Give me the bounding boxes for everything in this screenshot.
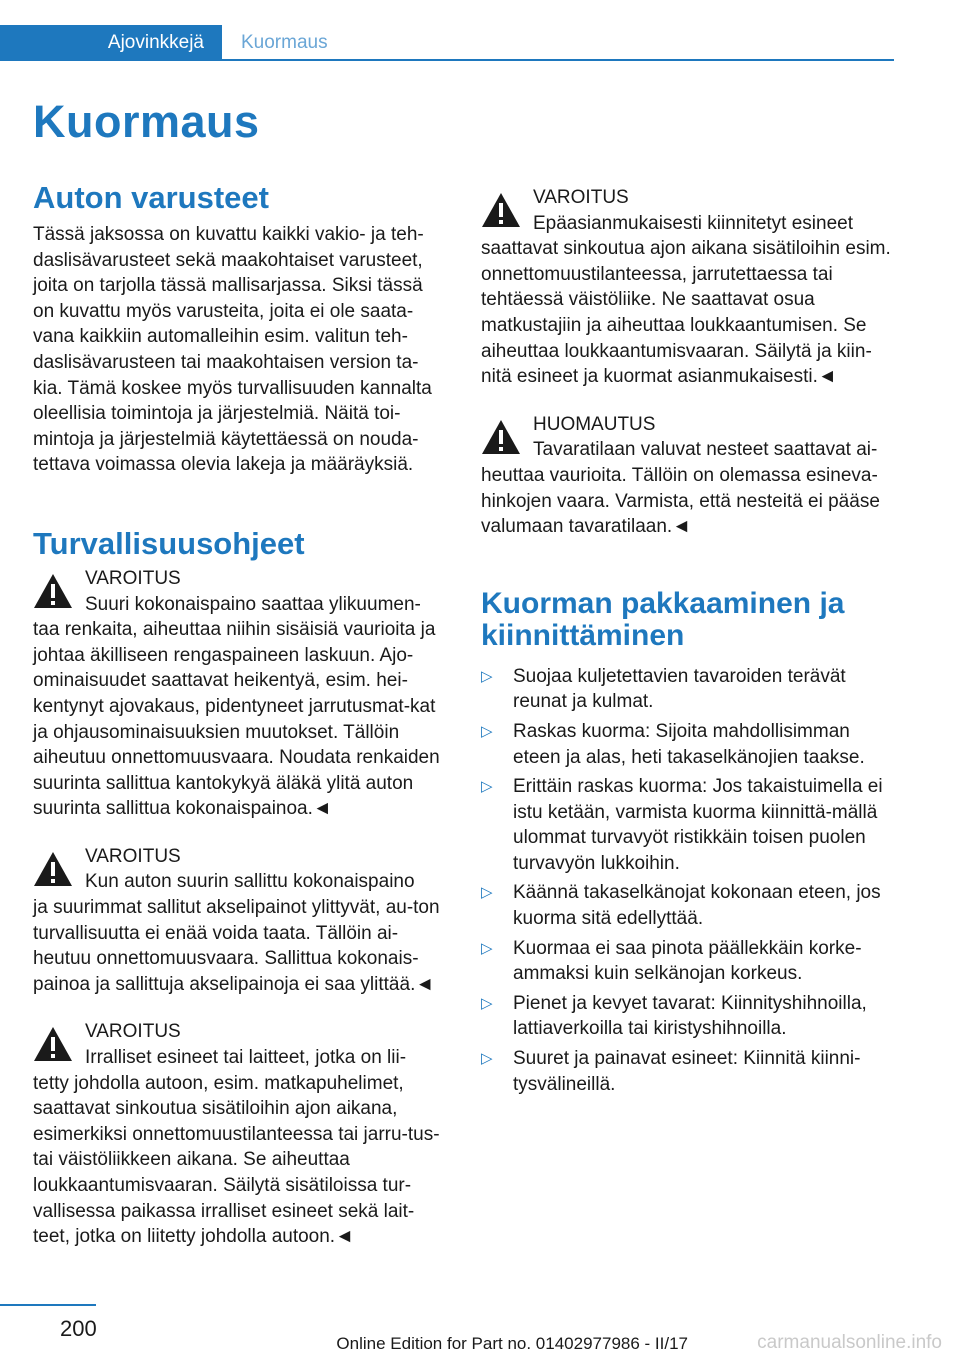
triangle-bullet-icon: ▷ — [481, 994, 493, 1012]
tab-chapter[interactable]: Ajovinkkejä — [0, 25, 222, 61]
list-item-text: Kuormaa ei saa pinota päällekkäin korke-ammaksi kuin selkänojan korkeus. — [513, 937, 862, 985]
warning-first-line: Suuri kokonaispaino saattaa ylikuumen- — [85, 593, 421, 615]
list-item-text: Käännä takaselkänojat kokonaan eteen, jos kuorma sitä edellyttää. — [513, 882, 881, 930]
warning-title: VAROITUS — [85, 567, 181, 589]
warning-triangle-icon — [33, 851, 73, 887]
warning-text: saattavat sinkoutua ajon aikana sisätiloihin esim. onnettomuustilanteessa, jarrutettaessa tai tehtäessä väistöliike. Ne saattavat osua matkustajiin ja aiheuttaa loukkaantumisen. Se aiheuttaa loukkaantumisvaaran. Säilytä ja kiin-nitä esineet ja kuormat asianmukaisesti.◄ — [481, 238, 891, 388]
page-title: Kuormaus — [33, 96, 260, 147]
warning-triangle-icon — [33, 1026, 73, 1062]
list-item-text: Pienet ja kevyet tavarat: Kiinnityshihnoilla, lattiaverkoilla tai kiristyshihnoilla. — [513, 992, 867, 1040]
warning-text: taa renkaita, aiheuttaa niihin sisäisiä vaurioita ja johtaa äkilliseen rengaspaineen laskuun. Ajo-ominaisuudet saattavat heikentyä, esim. hei-kentynyt ajovakaus, pidentyneet jarrutusmat-kat ja ohjausominaisuuksien muutokset. Tällöin aiheutuu onnettomuusvaara. Noudata renkaiden suurinta sallittua kantokykyä äläkä ylitä auton suurinta sallittua kokonaispainoa.◄ — [33, 619, 440, 820]
safety-heading: Turvallisuusohjeet — [33, 525, 305, 561]
triangle-bullet-icon: ▷ — [481, 722, 493, 740]
notice-first-line: Tavaratilaan valuvat nesteet saattavat ai- — [533, 439, 878, 461]
list-item — [481, 991, 896, 1042]
page-number: 200 — [60, 1316, 97, 1341]
warning-triangle-icon — [33, 573, 73, 609]
equipment-text: Tässä jaksossa on kuvattu kaikki vakio- ja teh-daslisävarusteet sekä maakohtaiset varusteet, joita on tarjolla tässä mallisarjassa. Siksi tässä on kuvattu myös varusteita, joita ei ole saata-vana kaikkiin automalleihin esim. valitun teh-daslisävarusteen tai maakohtaisen version ta-kia. Tämä koskee myös turvallisuuden kannalta oleellisia toimintoja ja järjestelmiä. Näitä toi-mintoja ja järjestelmiä käytettäessä on nouda-tettava voimassa olevia lakeja ja määräyksiä. — [33, 224, 432, 476]
packing-steps — [481, 664, 896, 1098]
triangle-bullet-icon: ▷ — [481, 667, 493, 685]
warning-block — [33, 566, 448, 822]
list-item-text: Suojaa kuljetettavien tavaroiden terävät reunat ja kulmat. — [513, 665, 846, 713]
warning-block — [33, 1019, 448, 1249]
list-item-text: Suuret ja painavat esineet: Kiinnitä kiinni-tysvälineillä. — [513, 1048, 861, 1095]
footer-rule — [0, 1304, 96, 1306]
notice-block — [481, 412, 896, 540]
triangle-bullet-icon: ▷ — [481, 884, 493, 902]
warning-block — [481, 185, 896, 390]
triangle-bullet-icon: ▷ — [481, 1050, 493, 1068]
packing-heading: Kuorman pakkaaminen ja kiinnittäminen — [481, 586, 845, 652]
list-item — [481, 719, 896, 770]
warning-block — [33, 844, 448, 998]
warning-triangle-icon — [481, 192, 521, 228]
equipment-heading: Auton varusteet — [33, 180, 269, 215]
tab-section[interactable]: Kuormaus — [241, 32, 328, 53]
list-item — [481, 880, 896, 931]
warning-text: ja suurimmat sallitut akselipainot ylittyvät, au-ton turvallisuutta ei enää voida taata. Tällöin ai-heutuu onnettomuusvaara. Sallittua kokonais-painoa ja sallittuja akselipainoja ei saa ylittää.◄ — [33, 897, 440, 995]
warning-triangle-icon — [481, 419, 521, 455]
warning-title: VAROITUS — [533, 187, 629, 208]
warning-first-line: Irralliset esineet tai laitteet, jotka on lii- — [85, 1047, 407, 1069]
header-tabs — [0, 25, 894, 61]
warning-title: VAROITUS — [85, 1021, 181, 1043]
left-column — [33, 180, 448, 1250]
right-column — [481, 185, 896, 1101]
triangle-bullet-icon: ▷ — [481, 778, 493, 796]
list-item — [481, 1046, 896, 1097]
notice-title: HUOMAUTUS — [533, 413, 656, 435]
list-item — [481, 936, 896, 987]
warning-text: tetty johdolla autoon, esim. matkapuhelimet, saattavat sinkoutua sisätiloihin ajon aikana, esimerkiksi onnettomuustilanteessa tai jarru-tus- tai väistöliikkeen aikana. Se aiheuttaa loukkaantumisvaaran. Säilytä sisätiloissa tur-vallisessa paikassa irralliset esineet sekä lait-teet, jotka on liitetty johdolla autoon.◄ — [33, 1072, 440, 1248]
header-rule — [222, 59, 894, 61]
edition-note: Online Edition for Part no. 01402977986 - II/17 — [336, 1334, 688, 1353]
list-item — [481, 774, 896, 876]
notice-text: heuttaa vaurioita. Tällöin on olemassa esineva-hinkojen vaara. Varmista, että nesteitä ei pääse valumaan tavaratilaan.◄ — [481, 464, 880, 538]
warning-first-line: Epäasianmukaisesti kiinnitetyt esineet — [533, 212, 854, 234]
list-item — [481, 664, 896, 715]
list-item-text: Raskas kuorma: Sijoita mahdollisimman eteen ja alas, heti takaselkänojien taakse. — [513, 720, 865, 768]
list-item-text: Erittäin raskas kuorma: Jos takaistuimella ei istu ketään, varmista kuorma kiinnittä-mällä ulommat turvavyöt ristikkäin toisen puolen turvavyön lukkoihin. — [513, 776, 883, 874]
triangle-bullet-icon: ▷ — [481, 939, 493, 957]
site-watermark: carmanualsonline.info — [757, 1332, 942, 1353]
warning-first-line: Kun auton suurin sallittu kokonaispaino — [85, 871, 415, 893]
warning-title: VAROITUS — [85, 845, 181, 867]
